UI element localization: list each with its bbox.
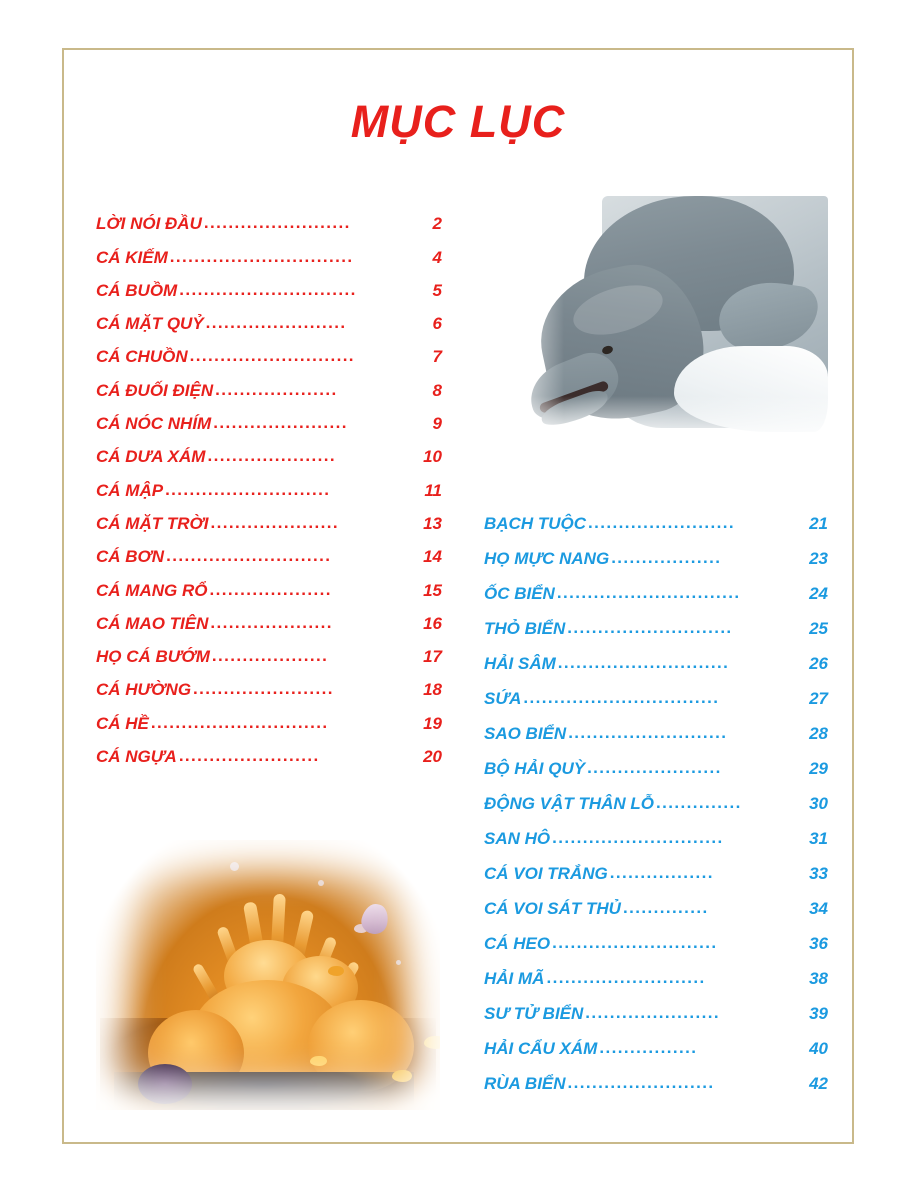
page-title: MỤC LỤC [350,96,566,147]
toc-entry-label: SAN HÔ [484,829,551,848]
toc-entry-dots: .......................... [568,724,728,742]
toc-entry-page: 10 [423,447,442,467]
toc-entry-label: CÁ BƠN [96,547,165,567]
toc-entry-dots: ........................... [567,619,733,637]
toc-entry-label: RÙA BIỂN [484,1074,566,1093]
toc-entry-label: CÁ ĐUỐI ĐIỆN [96,380,214,400]
toc-entry-label: CÁ NÓC NHÍM [96,414,212,434]
toc-entry-page: 2 [432,214,442,234]
toc-entry-label: SƯ TỬ BIỂN [484,1004,584,1023]
toc-entry-label: CÁ MAO TIÊN [96,613,209,633]
toc-entry-page: 19 [423,713,442,733]
toc-entry[interactable] [484,743,828,778]
toc-entry[interactable] [96,466,442,499]
toc-entry-page: 14 [423,547,442,567]
toc-entry-dots: ........................... [166,547,332,566]
toc-entry-dots: ................ [599,1039,698,1057]
toc-entry-dots: .............. [622,899,709,917]
toc-entry[interactable] [96,633,442,666]
toc-entry-page: 23 [809,549,828,568]
toc-entry[interactable] [484,533,828,568]
toc-entry-dots: ...................... [585,1004,720,1022]
toc-entry-label: CÁ MẶT TRỜI [96,513,209,533]
toc-entry[interactable] [96,699,442,732]
toc-entry-label: HẢI MÃ [484,969,545,988]
toc-entry-dots: .................... [215,380,338,399]
toc-entry[interactable] [96,233,442,266]
photo-fade-edge [96,840,440,1110]
toc-entry-dots: ........................... [552,934,718,952]
toc-entry-page: 26 [809,654,828,673]
toc-entry[interactable] [484,778,828,813]
toc-entry-page: 38 [809,969,828,988]
toc-entry-label: CÁ MANG RỔ [96,580,208,600]
toc-left-column [96,200,442,766]
toc-entry-page: 16 [423,613,442,633]
toc-entry-dots: ................... [211,647,329,666]
coral-reef-photo [96,840,440,1110]
toc-entry-dots: ........................ [203,214,351,233]
toc-entry-page: 28 [809,724,828,743]
toc-entry-page: 15 [423,580,442,600]
toc-entry[interactable] [96,333,442,366]
toc-entry-dots: .................... [209,580,332,599]
toc-entry-dots: ........................ [588,514,735,532]
toc-entry[interactable] [96,267,442,300]
toc-entry-page: 24 [809,584,828,603]
toc-entry[interactable] [96,733,442,766]
toc-entry[interactable] [96,666,442,699]
dolphin-photo [484,196,828,460]
toc-entry-dots: ................. [609,864,714,882]
toc-entry-dots: ............................ [552,829,724,847]
toc-entry-label: SAO BIỂN [484,724,567,743]
toc-entry-label: HẢI SÂM [484,654,556,673]
toc-entry[interactable] [484,813,828,848]
toc-entry-label: CÁ KIẾM [96,247,168,267]
toc-entry-label: HẢI CẨU XÁM [484,1039,598,1058]
toc-entry-page: 40 [809,1039,828,1058]
toc-entry-dots: ................................ [523,689,720,707]
toc-entry[interactable] [484,708,828,743]
toc-entry-page: 5 [432,280,442,300]
toc-entry-dots: ....................... [178,747,320,766]
toc-entry-dots: .......................... [546,969,706,987]
toc-entry[interactable] [96,400,442,433]
toc-entry-label: CÁ HƯỜNG [96,680,192,700]
toc-entry-page: 42 [809,1074,828,1093]
toc-entry-dots: ........................... [189,347,355,366]
toc-entry-page: 30 [809,794,828,813]
toc-entry-page: 27 [809,689,828,708]
toc-entry-page: 34 [809,899,828,918]
toc-right-column [484,498,828,1093]
toc-entry[interactable] [96,433,442,466]
toc-entry[interactable] [484,988,828,1023]
toc-entry-dots: ........................ [567,1074,715,1092]
toc-entry-page: 20 [423,747,442,767]
photo-fade-left [484,196,564,460]
toc-entry-page: 7 [432,347,442,367]
toc-entry[interactable] [96,500,442,533]
toc-entry-label: CÁ MẶT QUỶ [96,314,204,334]
toc-entry[interactable] [484,673,828,708]
toc-entry-label: ĐỘNG VẬT THÂN LỖ [484,794,654,813]
toc-entry-label: CÁ NGỰA [96,747,177,767]
toc-entry[interactable] [96,600,442,633]
toc-entry-label: HỌ CÁ BƯỚM [96,647,210,667]
toc-entry-dots: ..................... [207,447,337,466]
toc-entry[interactable] [484,1058,828,1093]
toc-entry-page: 25 [809,619,828,638]
toc-entry-label: CÁ CHUỒN [96,347,188,367]
toc-entry-label: CÁ VOI TRẮNG [484,864,608,883]
toc-entry-page: 8 [432,380,442,400]
toc-entry[interactable] [96,533,442,566]
toc-entry-page: 33 [809,864,828,883]
toc-entry-page: 4 [432,247,442,267]
toc-entry[interactable] [484,918,828,953]
toc-entry-page: 17 [423,647,442,667]
toc-entry-label: CÁ MẬP [96,480,164,500]
toc-entry-dots: ............................ [557,654,730,672]
toc-entry-dots: ............................. [150,713,329,732]
toc-entry-dots: .................... [210,613,333,632]
toc-entry-dots: ...................... [587,759,722,777]
toc-entry[interactable] [484,603,828,638]
toc-entry[interactable] [484,953,828,988]
toc-entry-page: 13 [423,513,442,533]
toc-entry[interactable] [484,883,828,918]
toc-entry-label: SỨA [484,689,522,708]
toc-entry[interactable] [96,366,442,399]
toc-entry[interactable] [484,848,828,883]
toc-entry-label: BẠCH TUỘC [484,514,586,533]
toc-entry-page: 11 [424,480,442,500]
toc-entry-dots: ........................... [165,480,331,499]
toc-entry-dots: .............................. [556,584,741,602]
toc-entry-label: CÁ DƯA XÁM [96,447,206,467]
toc-entry-page: 36 [809,934,828,953]
toc-entry-page: 29 [809,759,828,778]
toc-entry-dots: .............. [656,794,742,812]
toc-entry-label: ỐC BIỂN [484,584,555,603]
toc-entry-dots: .................. [611,549,722,567]
toc-entry[interactable] [96,566,442,599]
toc-entry-page: 31 [809,829,828,848]
toc-entry-dots: ....................... [205,314,347,333]
toc-entry-label: THỎ BIỂN [484,619,566,638]
toc-entry-dots: ...................... [213,414,348,433]
toc-entry-page: 9 [432,414,442,434]
toc-entry-label: CÁ VOI SÁT THỦ [484,899,621,918]
toc-entry-page: 39 [809,1004,828,1023]
toc-entry-dots: .............................. [169,247,354,266]
toc-entry-label: CÁ HEO [484,934,551,953]
toc-entry[interactable] [484,1023,828,1058]
toc-entry[interactable] [484,498,828,533]
toc-entry[interactable] [484,638,828,673]
toc-entry[interactable] [484,568,828,603]
toc-entry-dots: ............................. [179,280,357,299]
toc-entry[interactable] [96,300,442,333]
toc-entry-dots: ..................... [210,513,340,532]
toc-entry-page: 6 [432,314,442,334]
toc-entry-page: 21 [809,514,828,533]
toc-entry-label: HỌ MỰC NANG [484,549,610,568]
toc-entry-page: 18 [423,680,442,700]
toc-entry-label: BỘ HẢI QUỲ [484,759,586,778]
toc-entry-label: CÁ BUỒM [96,280,178,300]
toc-entry-label: CÁ HỀ [96,713,149,733]
toc-entry[interactable] [96,200,442,233]
toc-entry-label: LỜI NÓI ĐẦU [96,214,202,234]
toc-entry-dots: ....................... [193,680,334,699]
